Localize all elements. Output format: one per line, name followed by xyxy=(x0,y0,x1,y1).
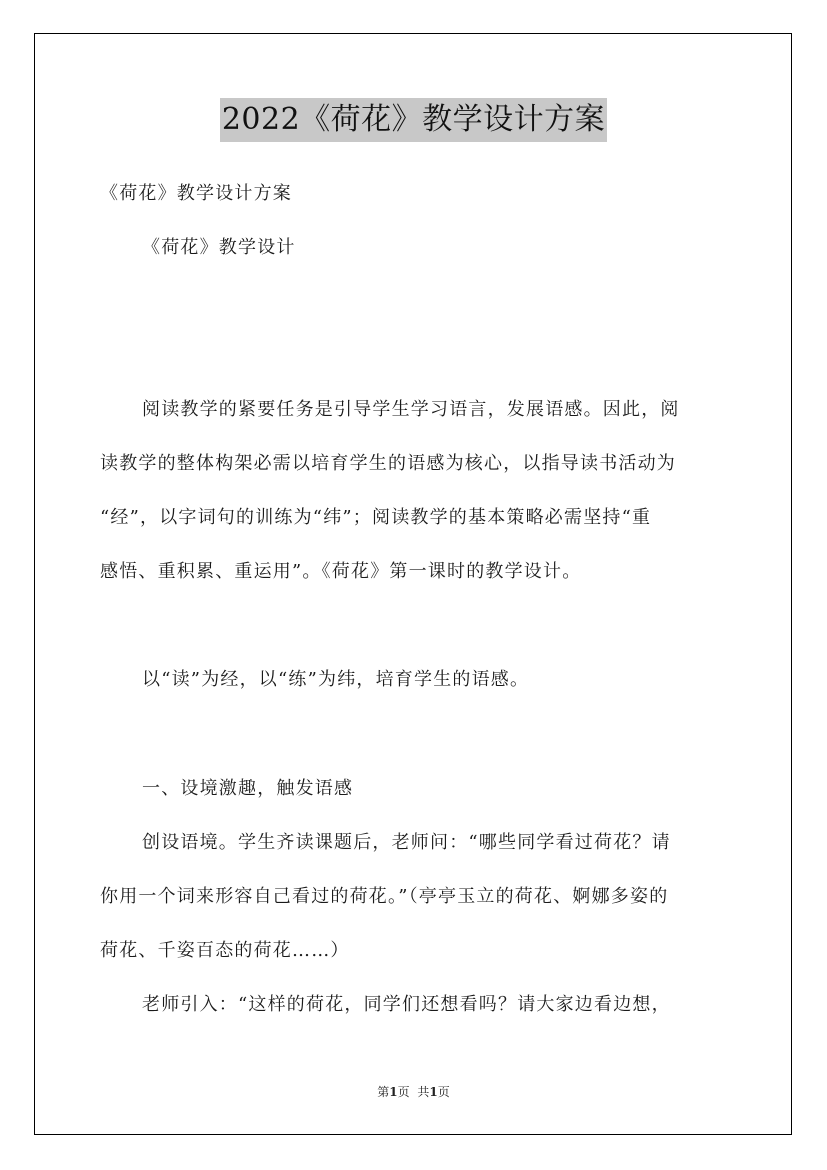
paragraph3-line3: 荷花、千姿百态的荷花……） xyxy=(100,940,350,961)
footer-page-suffix: 页 xyxy=(397,1085,410,1099)
footer-page-prefix: 第 xyxy=(377,1085,390,1099)
footer-total-suffix: 页 xyxy=(437,1085,450,1099)
footer-page-number: 1 xyxy=(389,1085,398,1099)
paragraph1-line2: 读教学的整体构架必需以培育学生的语感为核心，以指导读书活动为 xyxy=(100,453,676,474)
page-footer xyxy=(0,1083,827,1100)
paragraph3-line1: 创设语境。学生齐读课题后，老师问：“哪些同学看过荷花？请 xyxy=(142,832,671,853)
title-container xyxy=(0,98,827,142)
paragraph1-line3: “经”，以字词句的训练为“纬”；阅读教学的基本策略必需坚持“重 xyxy=(100,507,652,528)
paragraph2: 以“读”为经，以“练”为纬，培育学生的语感。 xyxy=(142,669,530,690)
footer-total-number: 1 xyxy=(429,1085,438,1099)
section1-heading: 一、设境激趣，触发语感 xyxy=(142,778,354,799)
paragraph1-line4: 感悟、重积累、重运用”。《荷花》第一课时的教学设计。 xyxy=(100,561,582,582)
paragraph3-line2: 你用一个词来形容自己看过的荷花。”（亭亭玉立的荷花、婀娜多姿的 xyxy=(100,886,669,907)
document-subtitle: 《荷花》教学设计方案 xyxy=(100,183,292,204)
paragraph1-line1: 阅读教学的紧要任务是引导学生学习语言，发展语感。因此，阅 xyxy=(142,399,680,420)
paragraph4: 老师引入：“这样的荷花，同学们还想看吗？请大家边看边想， xyxy=(142,994,671,1015)
footer-total-prefix: 共 xyxy=(417,1085,430,1099)
document-title: 2022《荷花》教学设计方案 xyxy=(220,98,607,142)
document-subheading: 《荷花》教学设计 xyxy=(142,237,296,258)
